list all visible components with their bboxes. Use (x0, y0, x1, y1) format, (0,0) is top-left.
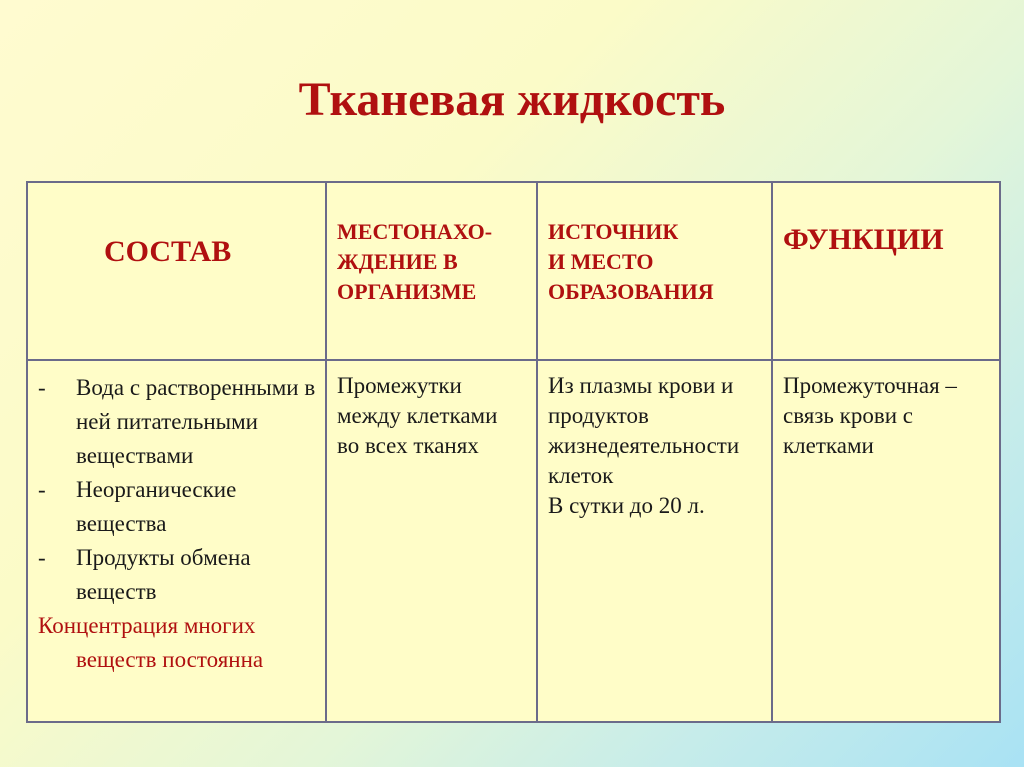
header-cell-functions (772, 182, 1000, 360)
header-cell-location (326, 182, 537, 360)
functions-cell (772, 360, 1000, 722)
functions-text: Промежуточная – связь крови с клетками (783, 373, 957, 458)
composition-item (38, 541, 325, 609)
location-cell (326, 360, 537, 722)
concentration-note-line1: Концентрация многих (38, 613, 256, 638)
header-composition: СОСТАВ (104, 235, 232, 268)
header-row (27, 182, 1000, 360)
concentration-note-line2: веществ постоянна (76, 647, 264, 672)
header-functions: ФУНКЦИИ (783, 223, 944, 256)
tissue-fluid-table (26, 181, 1001, 723)
content-row (27, 360, 1000, 722)
composition-item-text: Вода с растворенными в ней питательными веществами (76, 375, 316, 468)
source-text: Из плазмы крови и продуктов жизнедеятельности клеток В сутки до 20 л. (548, 373, 740, 518)
composition-item (38, 473, 325, 541)
composition-item (38, 371, 325, 473)
bullet-dash: - (38, 477, 46, 502)
location-text: Промежутки между клетками во всех тканях (337, 373, 498, 458)
header-location: МЕСТОНАХО- ЖДЕНИЕ В ОРГАНИЗМЕ (337, 219, 493, 304)
bullet-dash: - (38, 375, 46, 400)
composition-item-text: Продукты обмена веществ (76, 545, 251, 604)
source-cell (537, 360, 772, 722)
header-cell-source (537, 182, 772, 360)
composition-item-text: Неорганические вещества (76, 477, 237, 536)
page-title: Тканевая жидкость (298, 73, 726, 126)
bullet-dash: - (38, 545, 46, 570)
composition-cell (27, 360, 326, 722)
composition-list (28, 361, 325, 609)
header-source: ИСТОЧНИК И МЕСТО ОБРАЗОВАНИЯ (548, 219, 714, 304)
header-cell-composition (27, 182, 326, 360)
concentration-note (28, 609, 325, 677)
